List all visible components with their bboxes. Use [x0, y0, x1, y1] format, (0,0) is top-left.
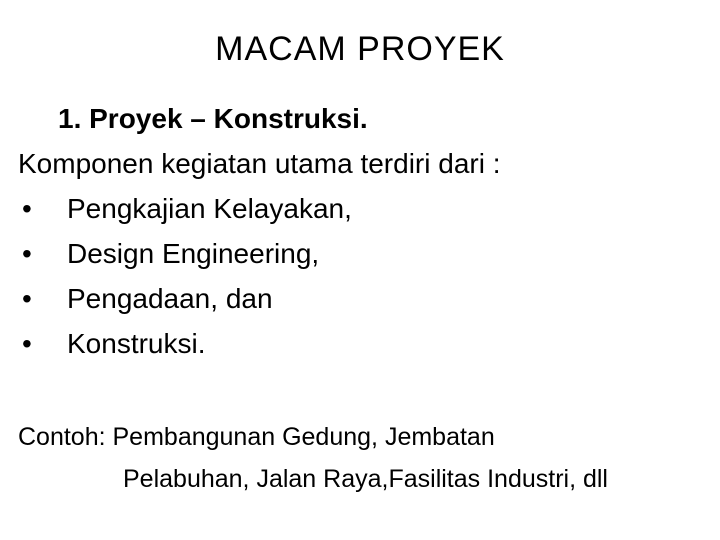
intro-text: Komponen kegiatan utama terdiri dari :: [18, 148, 501, 179]
bullet-icon: •: [22, 283, 32, 314]
list-item-text: Pengkajian Kelayakan,: [67, 193, 352, 224]
slide-title: MACAM PROYEK: [215, 30, 505, 68]
section-heading: 1. Proyek – Konstruksi.: [58, 103, 368, 134]
bullet-icon: •: [22, 193, 32, 224]
example-text: Contoh: Pembangunan Gedung, Jembatan: [18, 423, 495, 451]
example-text-continuation: Pelabuhan, Jalan Raya,Fasilitas Industri, dll: [123, 465, 608, 493]
list-item-text: Pengadaan, dan: [67, 283, 273, 314]
bullet-icon: •: [22, 328, 32, 359]
list-item-text: Konstruksi.: [67, 328, 206, 359]
list-item-text: Design Engineering,: [67, 238, 320, 269]
bullet-icon: •: [22, 238, 32, 269]
